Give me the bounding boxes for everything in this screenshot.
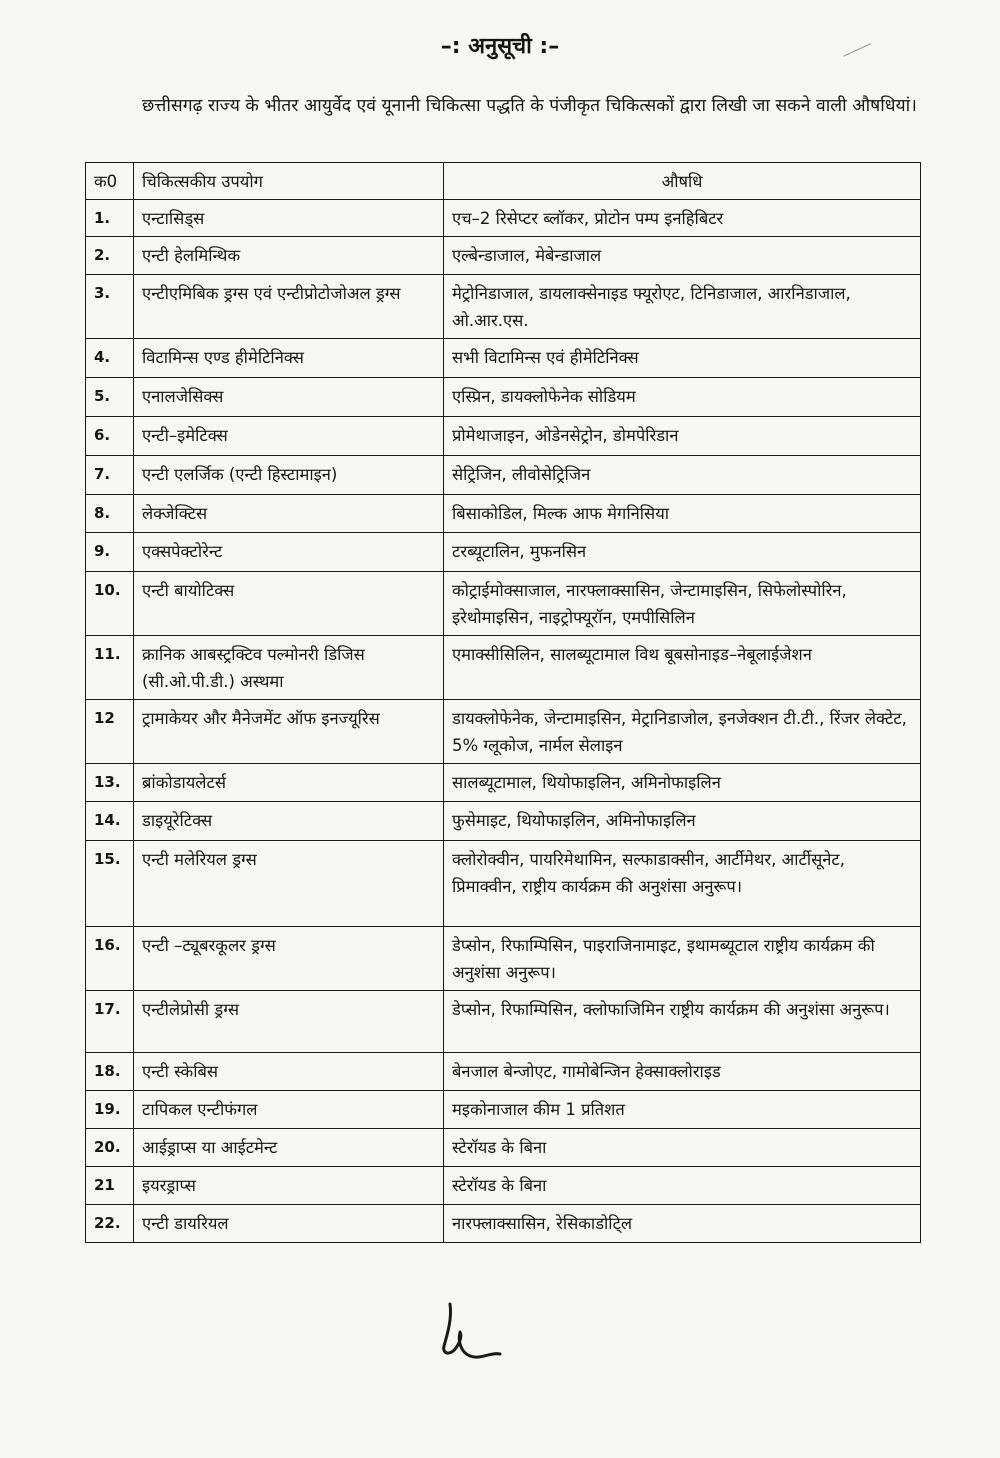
row-serial-number: 15. [86,841,134,927]
row-serial-number: 11. [86,636,134,700]
row-therapeutic-use: ट्रामाकेयर और मैनेजमेंट ऑफ इनज्यूरिस [134,700,444,764]
row-therapeutic-use: एन्टी –ट्यूबरकूलर ड्रग्स [134,927,444,991]
row-therapeutic-use: डाइयूरेटिक्स [134,802,444,841]
row-therapeutic-use: एन्टी मलेरियल ड्रग्स [134,841,444,927]
table-row [86,495,921,533]
row-serial-number: 2. [86,237,134,275]
row-serial-number: 4. [86,339,134,378]
row-therapeutic-use: एक्सपेक्टोरेन्ट [134,533,444,572]
table-row [86,339,921,378]
table-row [86,378,921,417]
row-serial-number: 22. [86,1205,134,1243]
schedule-table [85,162,921,1243]
row-therapeutic-use: एन्टी डायरियल [134,1205,444,1243]
table-row [86,841,921,927]
row-serial-number: 18. [86,1053,134,1091]
page-title: –: अनुसूची :– [440,34,560,59]
margin-pen-mark [840,40,880,60]
row-drugs: मइकोनाजाल कीम 1 प्रतिशत [444,1091,921,1129]
row-drugs: एस्प्रिन, डायक्लोफेनेक सोडियम [444,378,921,417]
row-therapeutic-use: विटामिन्स एण्ड हीमेटिनिक्स [134,339,444,378]
row-drugs: डेप्सोन, रिफाम्पिसिन, पाइराजिनामाइट, इथामब्यूटाल राष्ट्रीय कार्यक्रम की अनुशंसा अनुरूप। [444,927,921,991]
row-drugs: डायक्लोफेनेक, जेन्टामाइसिन, मेट्रानिडाजोल, इनजेक्शन टी.टी., रिंजर लेक्टेट, 5% ग्लूकोज, नार्मल सेलाइन [444,700,921,764]
table-row [86,1205,921,1243]
row-serial-number: 19. [86,1091,134,1129]
row-serial-number: 20. [86,1129,134,1167]
row-therapeutic-use: आईड्राप्स या आईटमेन्ट [134,1129,444,1167]
table-header-row [86,163,921,200]
table-row [86,417,921,456]
table-row [86,764,921,802]
row-therapeutic-use: लेक्जेक्टिस [134,495,444,533]
row-serial-number: 12 [86,700,134,764]
table-row [86,1091,921,1129]
row-drugs: स्टेरॉयड के बिना [444,1129,921,1167]
row-drugs: डेप्सोन, रिफाम्पिसिन, क्लोफाजिमिन राष्ट्रीय कार्यक्रम की अनुशंसा अनुरूप। [444,991,921,1053]
row-drugs: प्रोमेथाजाइन, ओडेनसेट्रोन, डोमपेरिडान [444,417,921,456]
table-body [86,200,921,1243]
row-drugs: बेनजाल बेन्जोएट, गामोबेन्जिन हेक्साक्लोराइड [444,1053,921,1091]
row-serial-number: 7. [86,456,134,495]
table-row [86,533,921,572]
table-row [86,200,921,237]
table-row [86,700,921,764]
row-drugs: नारफ्लाक्सासिन, रेसिकाडोटि्ल [444,1205,921,1243]
row-therapeutic-use: एनालजेसिक्स [134,378,444,417]
row-serial-number: 10. [86,572,134,636]
row-therapeutic-use: एन्टीएमिबिक ड्रग्स एवं एन्टीप्रोटोजोअल ड्रग्स [134,275,444,339]
row-serial-number: 21 [86,1167,134,1205]
row-drugs: टरब्यूटालिन, मुफनसिन [444,533,921,572]
header-drugs: औषधि [444,163,921,200]
table-row [86,802,921,841]
signature-mark [430,1296,510,1366]
row-serial-number: 5. [86,378,134,417]
header-serial: क0 [86,163,134,200]
row-drugs: सेट्रिजिन, लीवोसेट्रिजिन [444,456,921,495]
table-row [86,636,921,700]
row-drugs: फुसेमाइट, थियोफाइलिन, अमिनोफाइलिन [444,802,921,841]
table-row [86,1167,921,1205]
table-row [86,927,921,991]
row-serial-number: 3. [86,275,134,339]
row-therapeutic-use: एन्टी हेलमिन्थिक [134,237,444,275]
row-therapeutic-use: एन्टी स्केबिस [134,1053,444,1091]
row-therapeutic-use: एन्टी बायोटिक्स [134,572,444,636]
row-serial-number: 13. [86,764,134,802]
row-therapeutic-use: क्रानिक आबस्ट्रक्टिव पल्मोनरी डिजिस (सी.ओ.पी.डी.) अस्थमा [134,636,444,700]
row-serial-number: 9. [86,533,134,572]
row-drugs: सालब्यूटामाल, थियोफाइलिन, अमिनोफाइलिन [444,764,921,802]
row-drugs: एच–2 रिसेप्टर ब्लॉकर, प्रोटोन पम्प इनहिबिटर [444,200,921,237]
row-drugs: क्लोरोक्वीन, पायरिमेथामिन, सल्फाडाक्सीन, आर्टीमेथर, आर्टीसूनेट, प्रिमाक्वीन, राष्ट्रीय कार्यक्रम की अनुशंसा अनुरूप। [444,841,921,927]
row-serial-number: 1. [86,200,134,237]
table-row [86,572,921,636]
table-row [86,1053,921,1091]
table-row [86,456,921,495]
table-row [86,275,921,339]
row-therapeutic-use: टापिकल एन्टीफंगल [134,1091,444,1129]
row-therapeutic-use: ब्रांकोडायलेटर्स [134,764,444,802]
row-serial-number: 16. [86,927,134,991]
row-drugs: मेट्रोनिडाजाल, डायलाक्सेनाइड फ्यूरोएट, टिनिडाजाल, आरनिडाजाल, ओ.आर.एस. [444,275,921,339]
row-serial-number: 14. [86,802,134,841]
table-row [86,237,921,275]
header-therapeutic-use: चिकित्सकीय उपयोग [134,163,444,200]
table-row [86,1129,921,1167]
row-drugs: सभी विटामिन्स एवं हीमेटिनिक्स [444,339,921,378]
row-drugs: बिसाकोडिल, मिल्क आफ मेगनिसिया [444,495,921,533]
row-therapeutic-use: एन्टीलेप्रोसी ड्रग्स [134,991,444,1053]
row-drugs: एमाक्सीसिलिन, सालब्यूटामाल विथ बूबसोनाइड–नेबूलाईजेशन [444,636,921,700]
row-drugs: स्टेरॉयड के बिना [444,1167,921,1205]
row-serial-number: 6. [86,417,134,456]
row-therapeutic-use: एन्टी एलर्जिक (एन्टी हिस्टामाइन) [134,456,444,495]
row-drugs: कोट्राईमोक्साजाल, नारफ्लाक्सासिन, जेन्टामाइसिन, सिफेलोस्पोरिन, इरेथोमाइसिन, नाइट्रोफ्यूरॉन, एमपीसिलिन [444,572,921,636]
row-serial-number: 8. [86,495,134,533]
row-therapeutic-use: एन्टी–इमेटिक्स [134,417,444,456]
row-drugs: एल्बेन्डाजाल, मेबेन्डाजाल [444,237,921,275]
row-therapeutic-use: एन्टासिड्स [134,200,444,237]
table-row [86,991,921,1053]
row-therapeutic-use: इयरड्राप्स [134,1167,444,1205]
row-serial-number: 17. [86,991,134,1053]
intro-paragraph: छत्तीसगढ़ राज्य के भीतर आयुर्वेद एवं यूनानी चिकित्सा पद्धति के पंजीकृत चिकित्सकों द्वारा लिखी जा सकने वाली औषधियां। [142,96,917,116]
